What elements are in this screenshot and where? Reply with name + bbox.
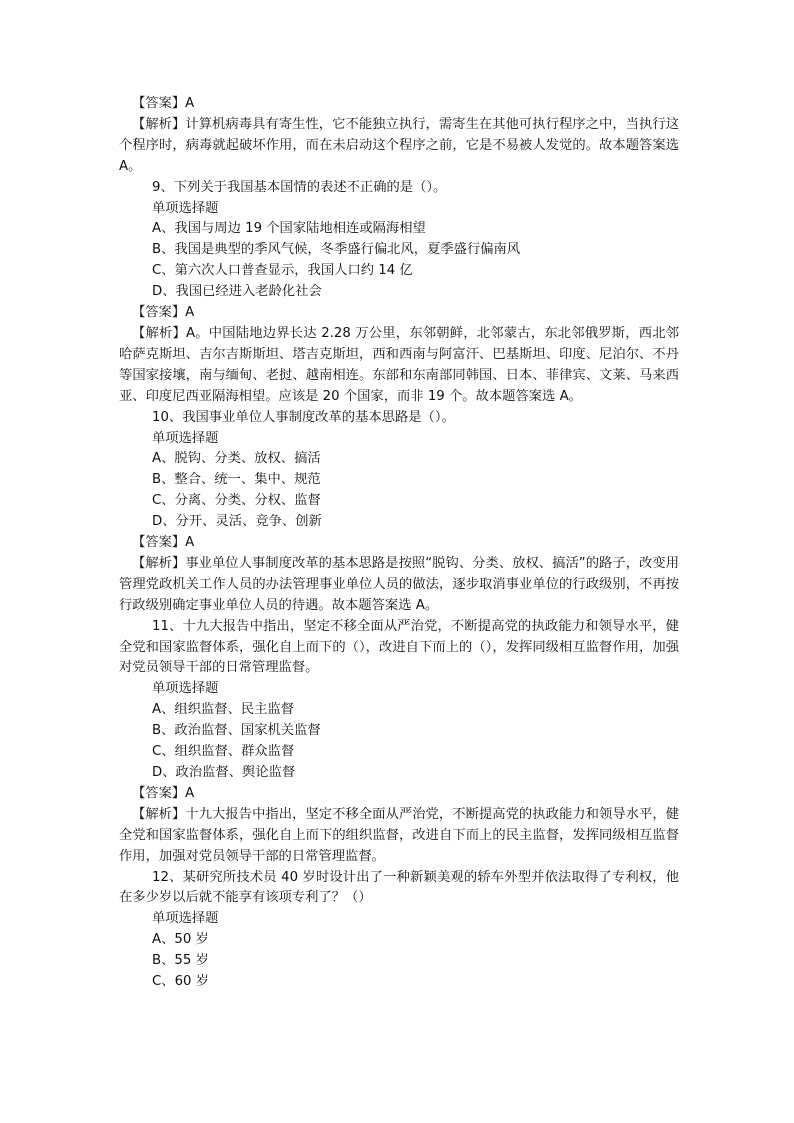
question-type: 单项选择题 <box>152 911 219 927</box>
option-a: A、50 岁 <box>152 932 209 948</box>
question-11: 11、十九大报告中指出，坚定不移全面从严治党，不断提高党的执政能力和领导水平，健全党和国家监督体系，强化自上而下的（），改进自下而上的（），发挥同级相互监督作用，加强对党员领导干部的日常管理监督。 <box>119 618 679 676</box>
analysis-paragraph: 【解析】十九大报告中指出，坚定不移全面从严治党，不断提高党的执政能力和领导水平，健全党和国家监督体系，强化自上而下的组织监督，改进自下而上的民主监督，发挥同级相互监督作用，加强对党员领导干部的日常管理监督。 <box>119 806 679 864</box>
question-type: 单项选择题 <box>152 200 219 216</box>
option-c: C、第六次人口普查显示，我国人口约 14 亿 <box>152 263 413 279</box>
option-d: D、我国已经进入老龄化社会 <box>152 284 322 300</box>
analysis-paragraph: 【解析】A。中国陆地边界长达 2.28 万公里，东邻朝鲜，北邻蒙古，东北邻俄罗斯，西北邻哈萨克斯坦、吉尔吉斯斯坦、塔吉克斯坦，西和西南与阿富汗、巴基斯坦、印度、尼泊尔、不丹等国家接壤，南与缅甸、老挝、越南相连。东部和东南部同韩国、日本、菲律宾、文莱、马来西亚、印度尼西亚隔海相望。应该是 20 个国家，而非 19 个。故本题答案选 A。 <box>119 325 679 404</box>
option-b: B、整合、统一、集中、规范 <box>152 472 321 488</box>
question-9: 9、下列关于我国基本国情的表述不正确的是（）。 <box>152 179 447 195</box>
analysis-paragraph: 【解析】计算机病毒具有寄生性，它不能独立执行，需寄生在其他可执行程序之中，当执行这个程序时，病毒就起破坏作用，而在未启动这个程序之前，它是不易被人发觉的。故本题答案选 A。 <box>119 116 679 174</box>
option-b: B、我国是典型的季风气候，冬季盛行偏北风，夏季盛行偏南风 <box>152 242 521 258</box>
option-a: A、组织监督、民主监督 <box>152 702 295 718</box>
option-c: C、分离、分类、分权、监督 <box>152 493 321 509</box>
option-a: A、我国与周边 19 个国家陆地相连或隔海相望 <box>152 221 426 237</box>
question-10: 10、我国事业单位人事制度改革的基本思路是（）。 <box>152 409 455 425</box>
answer-label: 【答案】A <box>132 535 195 551</box>
option-c: C、组织监督、群众监督 <box>152 744 295 760</box>
option-a: A、脱钩、分类、放权、搞活 <box>152 451 321 467</box>
question-type: 单项选择题 <box>152 430 219 446</box>
option-b: B、55 岁 <box>152 953 209 969</box>
option-d: D、分开、灵活、竞争、创新 <box>152 514 322 530</box>
answer-label: 【答案】A <box>132 785 195 801</box>
option-d: D、政治监督、舆论监督 <box>152 765 296 780</box>
analysis-paragraph: 【解析】事业单位人事制度改革的基本思路是按照“脱钩、分类、放权、搞活”的路子，改变用管理党政机关工作人员的办法管理事业单位人员的做法，逐步取消事业单位的行政级别，不再按行政级别确定事业单位人员的待遇。故本题答案选 A。 <box>119 555 679 613</box>
document-page <box>119 94 679 993</box>
question-12: 12、某研究所技术员 40 岁时设计出了一种新颖美观的轿车外型并依法取得了专利权，他在多少岁以后就不能享有该项专利了？（） <box>119 869 679 906</box>
option-b: B、政治监督、国家机关监督 <box>152 723 321 739</box>
option-c: C、60 岁 <box>152 974 210 990</box>
answer-label: 【答案】A <box>132 96 195 111</box>
answer-label: 【答案】A <box>132 305 195 321</box>
question-type: 单项选择题 <box>152 681 219 697</box>
